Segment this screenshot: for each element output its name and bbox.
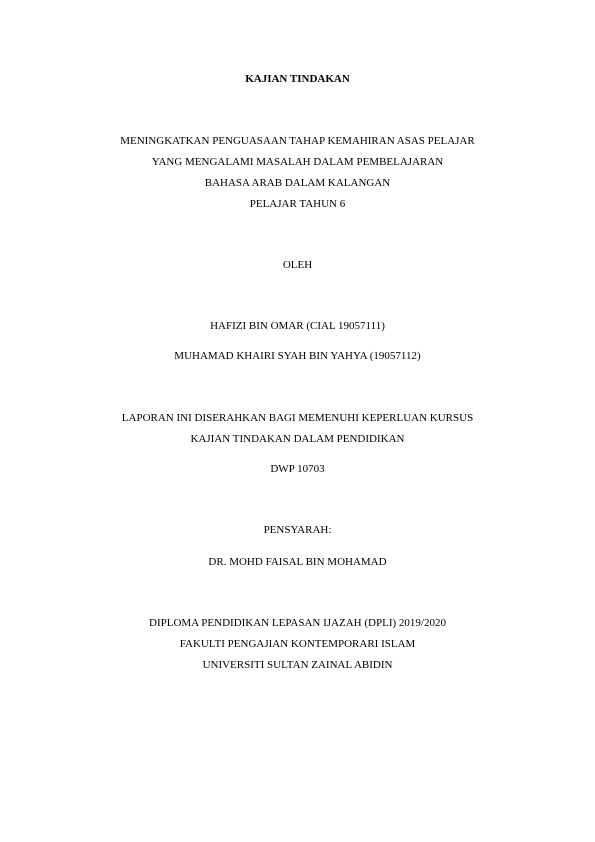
title-line-3: BAHASA ARAB DALAM KALANGAN <box>204 177 391 189</box>
institution-line-1: DIPLOMA PENDIDIKAN LEPASAN IJAZAH (DPLI) 2019/2020 <box>149 617 446 629</box>
title-line-2: YANG MENGALAMI MASALAH DALAM PEMBELAJARAN <box>151 156 444 168</box>
title-line-1: MENINGKATKAN PENGUASAAN TAHAP KEMAHIRAN ASAS PELAJAR <box>120 135 475 147</box>
institution-line-2: FAKULTI PENGAJIAN KONTEMPORARI ISLAM <box>179 638 416 650</box>
institution-line-3: UNIVERSITI SULTAN ZAINAL ABIDIN <box>202 659 393 671</box>
report-line-2: KAJIAN TINDAKAN DALAM PENDIDIKAN <box>190 433 405 445</box>
by-label: OLEH <box>282 259 313 271</box>
author-1: HAFIZI BIN OMAR (CIAL 19057111) <box>210 320 385 332</box>
lecturer-label: PENSYARAH: <box>263 524 332 536</box>
author-2: MUHAMAD KHAIRI SYAH BIN YAHYA (19057112) <box>174 350 421 362</box>
heading: KAJIAN TINDAKAN <box>245 73 350 85</box>
lecturer-name: DR. MOHD FAISAL BIN MOHAMAD <box>208 556 387 568</box>
title-line-4: PELAJAR TAHUN 6 <box>249 198 346 210</box>
course-code: DWP 10703 <box>270 463 325 475</box>
report-line-1: LAPORAN INI DISERAHKAN BAGI MEMENUHI KEPERLUAN KURSUS <box>121 412 474 424</box>
